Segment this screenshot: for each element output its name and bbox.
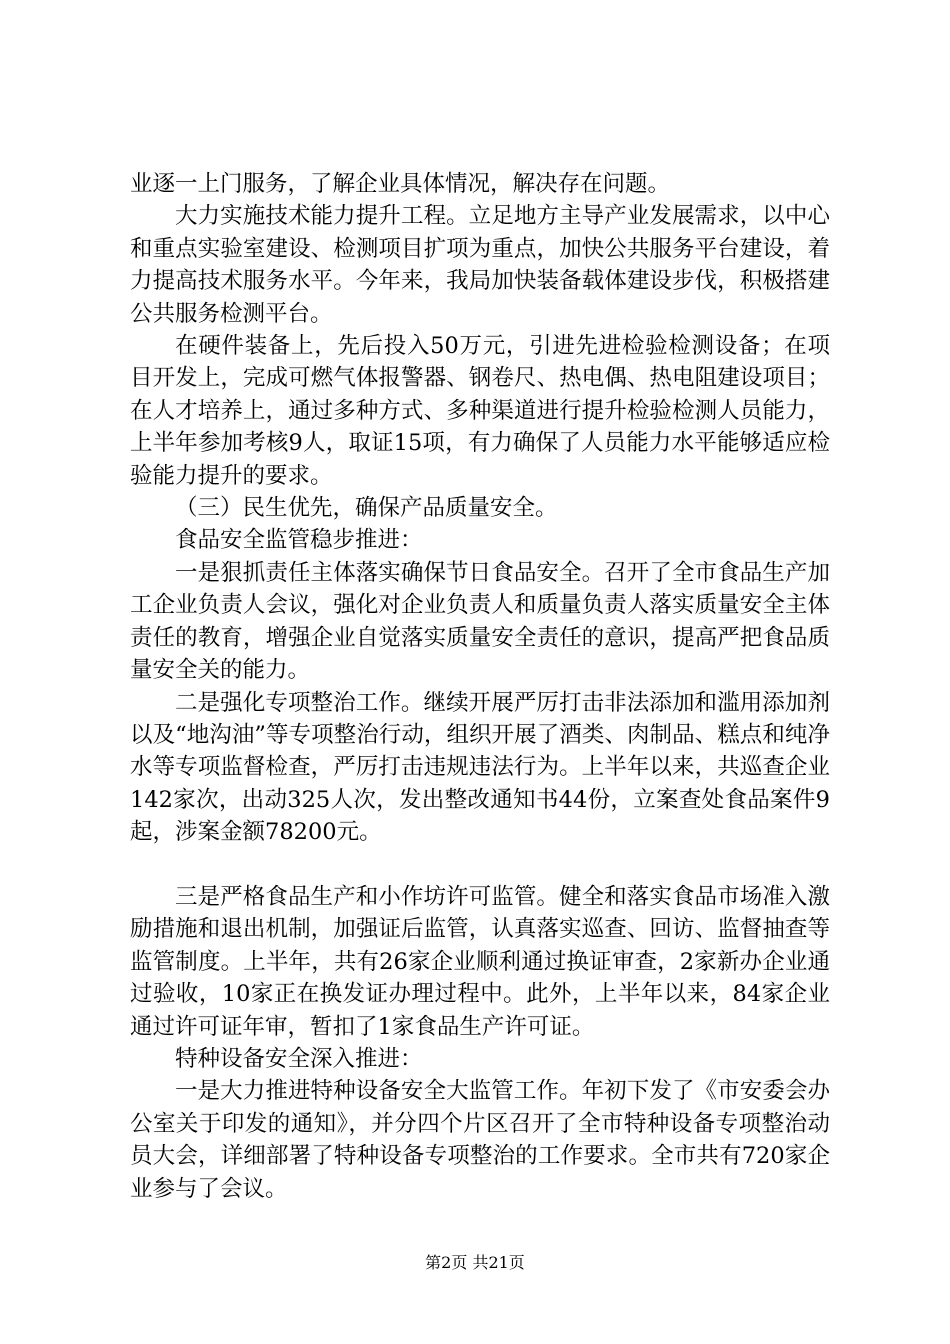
- document-body: [130, 168, 830, 1205]
- section-heading: （三）民生优先，确保产品质量安全。: [175, 495, 558, 522]
- paragraph: 二是强化专项整治工作。继续开展严厉打击非法添加和滥用添加剂以及“地沟油”等专项整治行动，组织开展了酒类、肉制品、糕点和纯净水等专项监督检查，严厉打击违规违法行为。上半年以来，共巡查企业142家次，出动325人次，发出整改通知书44份，立案查处食品案件9起，涉案金额78200元。: [130, 689, 830, 846]
- paragraph-gap: [130, 849, 830, 881]
- paragraph: 一是大力推进特种设备安全大监管工作。年初下发了《市安委会办公室关于印发的通知》，并分四个片区召开了全市特种设备专项整治动员大会，详细部署了特种设备专项整治的工作要求。全市共有720家企业参与了会议。: [130, 1078, 830, 1202]
- paragraph: 业逐一上门服务，了解企业具体情况，解决存在问题。: [130, 171, 671, 197]
- page-footer: [0, 1250, 950, 1273]
- paragraph: 一是狠抓责任主体落实确保节日食品安全。召开了全市食品生产加工企业负责人会议，强化对企业负责人和质量负责人落实质量安全主体责任的教育，增强企业自觉落实质量安全责任的意识，提高严把食品质量安全关的能力。: [130, 559, 830, 684]
- paragraph: 大力实施技术能力提升工程。立足地方主导产业发展需求，以中心和重点实验室建设、检测项目扩项为重点，加快公共服务平台建设，着力提高技术服务水平。今年来，我局加快装备载体建设步伐，积极搭建公共服务检测平台。: [130, 203, 830, 327]
- subsection-heading: 食品安全监管稳步推进：: [175, 527, 423, 554]
- subsection-heading: 特种设备安全深入推进：: [175, 1045, 423, 1072]
- paragraph: 三是严格食品生产和小作坊许可监管。健全和落实食品市场准入激励措施和退出机制，加强证后监管，认真落实巡查、回访、监督抽查等监管制度。上半年，共有26家企业顺利通过换证审查，2家新办企业通过验收，10家正在换发证办理过程中。此外，上半年以来，84家企业通过许可证年审，暂扣了1家食品生产许可证。: [130, 883, 830, 1040]
- page-number-label: 第2页 共21页: [425, 1253, 525, 1272]
- paragraph: 在硬件装备上，先后投入50万元，引进先进检验检测设备；在项目开发上，完成可燃气体报警器、钢卷尺、热电偶、热电阻建设项目；在人才培养上，通过多种方式、多种渠道进行提升检验检测人员能力，上半年参加考核9人，取证15项，有力确保了人员能力水平能够适应检验能力提升的要求。: [130, 333, 830, 489]
